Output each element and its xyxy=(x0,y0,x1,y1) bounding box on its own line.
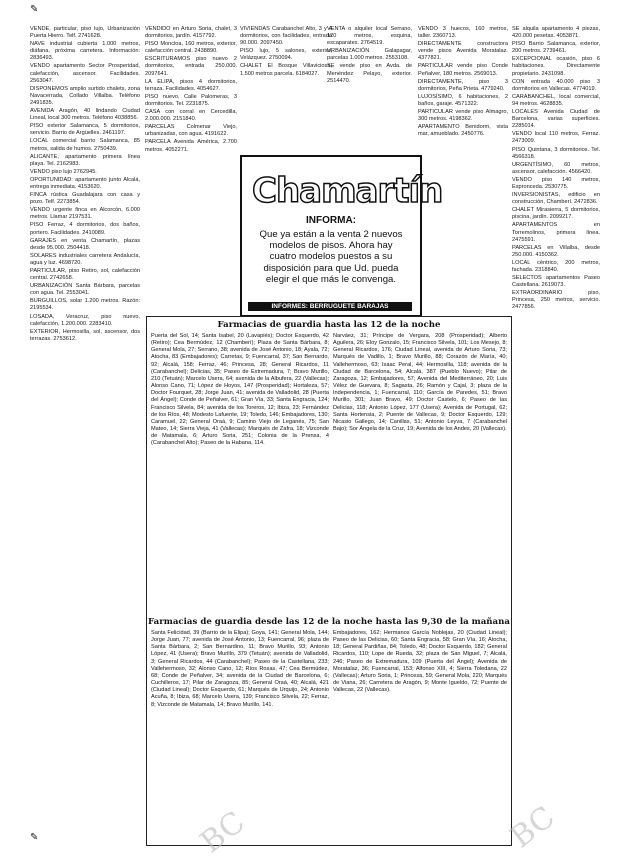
classified-ad: URBANIZACIÓN Santa Bárbara, parcelas con agua. Tel. 2553041. xyxy=(30,283,140,297)
classified-ad: EXCEPCIONAL ocasión, piso 6 habitaciones. Directamente propietario. 2431098. xyxy=(512,56,600,77)
watermark: BC xyxy=(504,799,562,856)
classified-ad: NAVE industrial cubierta 1.000 metros, diáfana, próxima carretera. Información: 2836493. xyxy=(30,41,140,62)
classified-ad: CHALET El Bosque Villaviciosa, 1.500 metros parcela. 6184027. xyxy=(240,63,332,77)
classified-ad: PISO lujo, 5 salones, exterior, Velázquez. 2750094. xyxy=(240,48,332,62)
pharmacies-night-right: Embajadores, 162; Hermanos García Noblejas, 20 (Ciudad Lineal); Paseo de las Delicias, 60; Santa Engracia, 58; Gran Vía, 16; Atocha, 18; General Pardiñas, 84; Toledo, 48; Doctor Esquerdo, 182; General Ricardos, 110; Lope de Rueda, 32; plaza de San Miguel, 7; Alcalá, 246; Paseo de Extremadura, 109 (Puerta del Ángel); Avenida de Moratalaz, 36; Fuencarral, 153; Alfonso XIII, 4; Sierra Toledana, 22 (Vallecas); Arturo Soria, 1; Princesa, 59; General Mola, 220; Marqués de Viana, 26; Carretera de Aragón, 9; Monte Igueldo, 72; Puente de Vallecas, 22 (Vallecas). xyxy=(333,630,507,694)
classified-ad: URBANIZACIÓN Galapagar, parcelas 1.000 metros. 2553108. xyxy=(327,48,412,62)
classified-ad: DIRECTAMENTE constructora vende pisos Avenida Moratalaz. 4377821. xyxy=(418,41,508,62)
pharmacies-night-left: Santa Felicidad, 39 (Barrio de la Elipa); Goya, 141; General Mola, 144; Jorge Juan, 77; avenida de José Antonio, 13; Fuencarral, 96; plaza de Santa Bárbara, 2; San Bernardino, 11; Bravo Murillo, 93; Antonio López, 41 (Usera); Bravo Murillo, 379 (Tetuán); avenida de Valladolid, 3; General Ricardos, 44 (Carabanchel); Paseo de la Castellana, 233; Vallehermoso, 32; Alonso Cano, 12; Ríos Rosas, 47; Cea Bermúdez, 68; Conde de Peñalver, 34; avenida de la Ciudad de Barcelona, 6; Cuchilleros, 17; Pilar de Zaragoza, 85; General Oraá, 40; Alcalá, 421 (Ciudad Lineal); Doctor Esquerdo, 61; Marqués de Urquijo, 24; Antonio Acuña, 8; Ibiza, 68; Marcelo Usera, 139; Francisco Silvela, 22; Ferraz, 8; Vizconde de Matamala, 14; Bravo Murillo, 141. xyxy=(151,630,329,708)
classified-ad: PARTICULAR vende piso Almagro, 300 metros. 4198362. xyxy=(418,109,508,123)
classified-ad: EXTRAORDINARIO piso, Princesa, 250 metros, servicio. 2477856. xyxy=(512,290,600,311)
page-corner-mark-bottom: ✎ xyxy=(30,832,39,843)
classified-ad: LOCALES Avenida Ciudad de Barcelona, varias superficies. 2285014. xyxy=(512,109,600,130)
classifieds-column-1 xyxy=(30,26,140,826)
classified-ad: PARCELAS Colmenar Viejo, urbanizadas, con agua. 4191622. xyxy=(145,124,237,138)
classified-ad: PISO Barrio Salamanca, exterior, 200 metros. 2739461. xyxy=(512,41,600,55)
classified-ad: PARCELA Avenida América, 2.700 metros. 4052271. xyxy=(145,139,237,153)
classified-ad: GARAJES en venta Chamartín, plazas desde 95.000. 2504418. xyxy=(30,237,140,251)
classified-ad: URGENTÍSIMO, 60 metros, ascensor, calefacción. 4566420. xyxy=(512,161,600,175)
classifieds-column-3 xyxy=(240,26,332,151)
ad-footer: INFORMES: BERRUGUETE BARAJAS xyxy=(248,302,412,311)
classified-ad: AVENIDA Aragón, 40 lindando Ciudad Lineal, local 300 metros. Teléfono 4038856. xyxy=(30,108,140,122)
classified-ad: VENDIDO en Arturo Soria, chalet, 3 dormitorios, jardín. 4157792. xyxy=(145,26,237,40)
classified-ad: LUJOSÍSIMO, 6 habitaciones, 2 baños, garaje. 4571322. xyxy=(418,93,508,107)
ad-body: Que ya están a la venta 2 nuevos modelos de pisos. Ahora hay cuatro modelos puestos a su disposición para que Ud. pueda elegir el que más le convenga. xyxy=(259,229,403,285)
classified-ad: BURGUILLOS, solar 1.200 metros. Razón: 2195534. xyxy=(30,298,140,312)
classified-ad: SE alquila apartamento 4 piezas, 420.000 pesetas. 4053871. xyxy=(512,26,600,40)
classified-ad: SELECTOS apartamentos Paseo Castellana. 2619073. xyxy=(512,275,600,289)
classified-ad: FINCA rústica Guadalajara con casa y pozo. Telf. 2273854. xyxy=(30,192,140,206)
classified-ad: PARTICULAR vende piso Conde Peñalver, 180 metros. 2569013. xyxy=(418,63,508,77)
classified-ad: PARCELAS en Villalba, desde 250.000. 4150362. xyxy=(512,244,600,258)
classified-ad: DIRECTAMENTE, piso 3 dormitorios, Peña Prieta. 4779240. xyxy=(418,78,508,92)
pharmacies-day-right: Narváez, 31; Príncipe de Vergara, 208 (Prosperidad); Alberto Aguilera, 26; Eloy Gonzalo, 15; Francisco Silvela, 101; Los Mesejo, 8; General Ricardos, 176; Ciudad Lineal, avenida de Arturo Soria, 73; Marqués de Vadillo, 1; Bravo Murillo, 88; Corazón de María, 40; Vallehermoso, 63; Isaac Peral, 44; Hermosilla, 118; avenida de la Ciudad de Barcelona, 54; Alcalá, 387 (Pueblo Nuevo); Pilar de Zaragoza, 12; Embajadores, 57; Avenida del Mediterráneo, 20; Luis Vélez de Guevara, 8; Sagasta, 26; Ramón y Cajal, 3; plaza de la Independencia, 1; Fuencarral, 110; García de Paredes, 51; Bravo Murillo, 301; Juan Bravo, 49; Doctor Castelo, 6; Paseo de las Delicias, 118; Antonio López, 177 (Usera); Avenida de Portugal, 62; Santa Hortensia, 2; Puente de Vallecas, 9; Doctor Esquerdo, 129; Nicasio Gallego, 14; Canillas, 51; Antonio Leyva, 7 (Carabanchel Bajo); Sor Ángela de la Cruz, 19; Avenida de los Andes, 20 (Vallecas). xyxy=(333,333,507,433)
pharmacies-day-title: Farmacias de guardia hasta las 12 de la noche xyxy=(217,320,441,330)
classified-ad: LOSADA, Veracruz, piso nuevo, calefacción, 1.200.000. 2283410. xyxy=(30,313,140,327)
classified-ad: VIVIENDAS Carabanchel Alto, 3 y 4 dormitorios, con facilidades, entrada 90.000. 2097450. xyxy=(240,26,332,47)
watermark: BC xyxy=(194,804,252,860)
classified-ad: VENDO piso 140 metros, Espronceda. 2530775. xyxy=(512,176,600,190)
classified-ad: VENDO piso lujo 2762945. xyxy=(30,168,97,175)
classified-ad: CASA con corral en Cercedilla, 2.000.000. 2151840. xyxy=(145,109,237,123)
ad-title: Chamartín xyxy=(252,171,443,211)
page-corner-mark: ✎ xyxy=(30,4,39,15)
classified-ad: VENDE, particular, piso lujo, Urbanización Puerta Hierro. Telf. 2741628. xyxy=(30,26,140,40)
classified-ad: VENTA o alquiler local Serrano, 120 metros, esquina, escaparates. 2764519. xyxy=(327,26,412,47)
classified-ad: SE vende piso en Avda. de Menéndez Pelayo, exterior. 2514470. xyxy=(327,63,412,84)
ad-heading: INFORMA: xyxy=(306,215,356,226)
classified-ad: CARABANCHEL, local comercial, 94 metros. 4628835. xyxy=(512,93,600,107)
classified-ad: VENDO local 110 metros, Ferraz. 2473009. xyxy=(512,131,600,145)
classified-ad: ESCRITURAMOS piso nuevo 2 dormitorios, entrada 250.000. 2097641. xyxy=(145,56,237,77)
classified-ad: CHALET Mirasierra, 5 dormitorios, piscina, jardín. 2099217. xyxy=(512,207,600,221)
classified-ad: CON entrada 40.000 piso 3 dormitorios en Vallecas. 4774019. xyxy=(512,78,600,92)
classified-ad: PISO Moncloa, 160 metros, exterior, calefacción central. 2438890. xyxy=(145,41,237,55)
classified-ad: EXTERIOR, Hermosilla, sol, ascensor, dos terrazas. 2753612. xyxy=(30,328,140,342)
classified-ad: DISPONEMOS amplio surtido chalets, zona Navacerrada, Collado Villalba. Teléfono 2491835. xyxy=(30,85,140,106)
classified-ad: INVERSIONISTAS, edificio en construcción, Chamberí. 2472836. xyxy=(512,192,600,206)
classified-ad: PARTICULAR, piso Retiro, sol, calefacción central. 2742658. xyxy=(30,268,140,282)
classified-ad: APARTAMENTO Benidorm, vista mar, amueblado. 2450776. xyxy=(418,124,508,138)
pharmacies-box xyxy=(146,316,512,846)
classified-ad: PISO Quintana, 3 dormitorios. Tel. 4566318. xyxy=(512,146,600,160)
classifieds-column-2 xyxy=(145,26,237,316)
classified-ad: PISO exterior Salamanca, 5 dormitorios, servicio. Barrio de Argüelles. 2461197. xyxy=(30,123,140,137)
classified-ad: APARTAMENTOS en Torremolinos, primera línea. 2475591. xyxy=(512,222,600,243)
classified-ad: LA ELIPA, pisos 4 dormitorios, terraza. Facilidades. 4054627. xyxy=(145,78,237,92)
classified-ad: VENDO urgente finca en Alcorcón, 6.000 metros. Llamar 2197531. xyxy=(30,207,140,221)
classified-ad: ALICANTE, apartamento primera línea playa. Tel. 2162983. xyxy=(30,153,140,167)
classifieds-column-6 xyxy=(512,26,600,826)
chamartin-advertisement xyxy=(240,155,443,317)
classified-ad: OPORTUNIDAD: apartamento junto Alcalá, entrega inmediata. 4153620. xyxy=(30,176,140,190)
pharmacies-day-left: Puerta del Sol, 14; Santa Isabel, 20 (Lavapiés); Doctor Esquerdo, 42 (Retiro); Cea Bermúdez, 12 (Chamberí); Plaza de Santa Bárbara, 8; General Mola, 27; Serrano, 38; avenida de José Antonio, 18; Ayala, 72; Atocha, 83 (Embajadores); Carretas, 9; Fuencarral, 37; San Bernardo, 92; Alcalá, 158; Ferraz, 46; Princesa, 28; General Ricardos, 11 (Carabanchel); Delicias, 35; Paseo de Extremadura, 7; Bravo Murillo, 210 (Tetuán); Marcelo Usera, 64; avenida de la Albufera, 22 (Vallecas); Alonso Cano, 71; López de Hoyos, 147 (Prosperidad); Hortaleza, 57; Doctor Fourquet, 28; Jorge Juan, 41; avenida de Valladolid, 28 (Puerta del Ángel); Conde de Peñalver, 61; Gran Vía, 33; Santa Engracia, 124; Francisco Silvela, 84; avenida de los Toreros, 12; Ibiza, 23; Fernández de los Ríos, 48; Modesto Lafuente, 19; Toledo, 146; Embajadores, 130; Caramuel, 22; General Oraá, 9; Camino Viejo de Leganés, 75; San Mateo, 14; Sierra Vieja, 41 (Vallecas); Marqués de Zafra, 18; Vizconde de Matamala, 6; Arturo Soria, 251; Colonia de la Prensa, 4 (Carabanchel Alto); Paseo de la Habana, 114. xyxy=(151,333,329,447)
classifieds-column-4 xyxy=(327,26,412,151)
classified-ad: SOLARES industriales carretera Andalucía, agua y luz. 4698720. xyxy=(30,252,140,266)
classified-ad: VENDO apartamento Sector Prosperidad, calefacción, ascensor. Facilidades. 2563047. xyxy=(30,63,140,84)
classified-ad: PISO Ferraz, 4 dormitorios, dos baños, portero. Facilidades. 2410089. xyxy=(30,222,140,236)
classified-ad: PISO nuevo, Calle Palomeras, 3 dormitorios. Tel. 2231875. xyxy=(145,93,237,107)
classified-ad: LOCAL céntrico, 200 metros, fachada. 2318840. xyxy=(512,259,600,273)
classified-ad: LOCAL comercial barrio Salamanca, 85 metros, salida de humos. 2750439. xyxy=(30,138,140,152)
pharmacies-night-title: Farmacias de guardia desde las 12 de la noche hasta las 9,30 de la mañana xyxy=(148,617,510,627)
classified-ad: VENDO 3 huecos, 160 metros, taller. 2360713. xyxy=(418,26,508,40)
